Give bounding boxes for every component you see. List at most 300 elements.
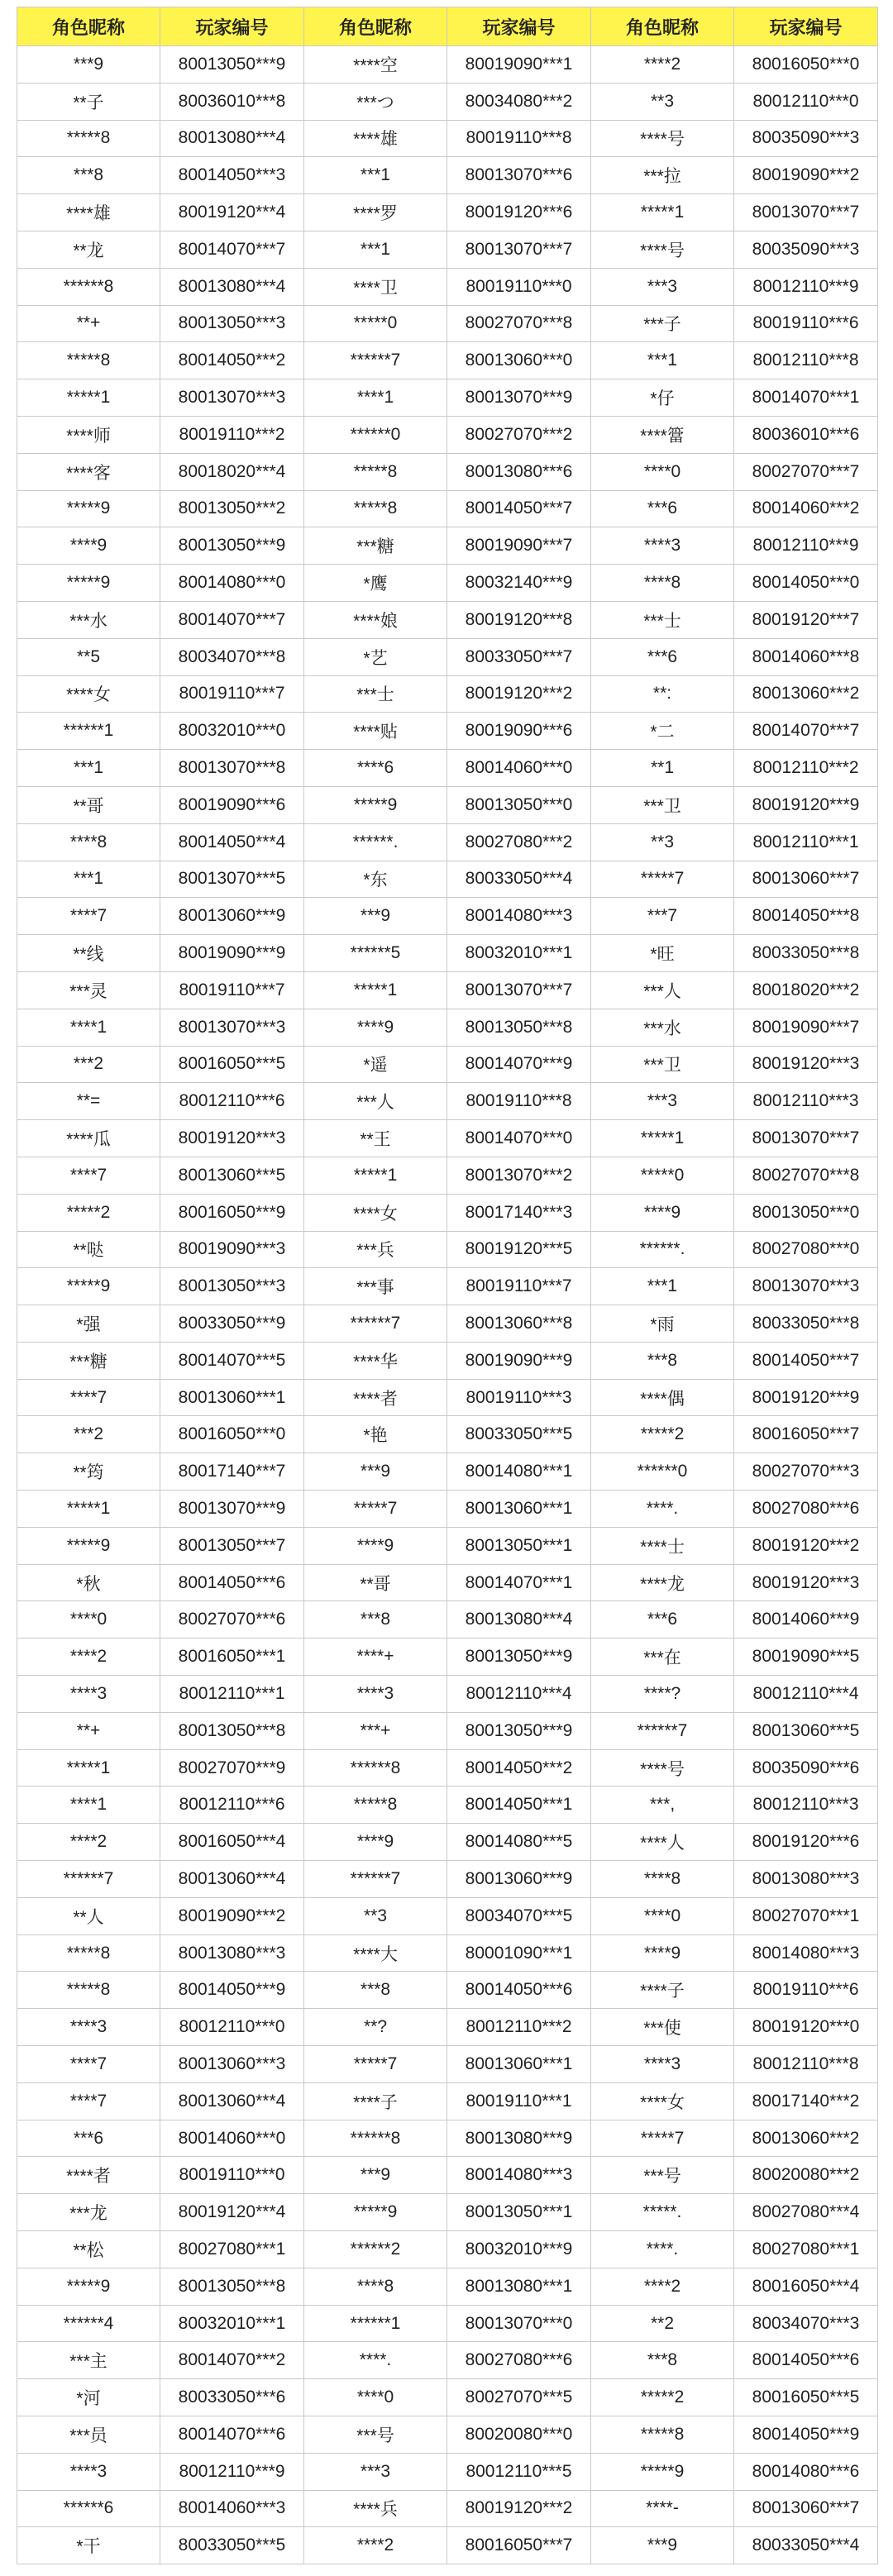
role-nickname-cell: *****9 xyxy=(17,490,160,527)
role-nickname-cell: ***, xyxy=(591,1787,734,1824)
role-nickname-cell: *****8 xyxy=(17,120,160,157)
role-nickname-cell: *****1 xyxy=(17,1491,160,1528)
player-id-cell: 80012110***0 xyxy=(734,83,878,120)
player-id-cell: 80032010***1 xyxy=(160,2305,304,2342)
role-nickname-cell: ****- xyxy=(591,2490,734,2527)
role-nickname-cell: ****者 xyxy=(304,1379,447,1416)
player-id-cell: 80012110***2 xyxy=(447,2009,591,2046)
player-id-cell: 80012110***4 xyxy=(734,1676,878,1713)
role-nickname-cell: **松 xyxy=(17,2231,160,2268)
role-nickname-cell: ****1 xyxy=(17,1009,160,1046)
table-row xyxy=(17,2305,878,2342)
table-row xyxy=(17,527,878,565)
player-id-cell: 80013070***8 xyxy=(160,750,304,787)
role-nickname-cell: *****8 xyxy=(17,1972,160,2009)
table-row xyxy=(17,786,878,823)
table-row xyxy=(17,1453,878,1491)
table-row xyxy=(17,2046,878,2083)
role-nickname-cell: ****9 xyxy=(304,1527,447,1564)
table-row xyxy=(17,379,878,417)
player-id-cell: 80019090***6 xyxy=(160,786,304,823)
role-nickname-cell: ****3 xyxy=(304,1676,447,1713)
player-table xyxy=(17,7,878,2564)
player-id-cell: 80014050***4 xyxy=(160,823,304,861)
role-nickname-cell: ****? xyxy=(591,1676,734,1713)
player-id-cell: 80019110***6 xyxy=(734,1972,878,2009)
player-id-cell: 80013070***3 xyxy=(734,1268,878,1305)
role-nickname-cell: ****贴 xyxy=(304,713,447,750)
player-id-cell: 80013070***0 xyxy=(447,2305,591,2342)
table-row xyxy=(17,2453,878,2490)
player-id-cell: 80019120***4 xyxy=(160,2194,304,2231)
table-row xyxy=(17,2157,878,2194)
role-nickname-cell: ****3 xyxy=(17,1676,160,1713)
role-nickname-cell: ******2 xyxy=(304,2231,447,2268)
player-id-cell: 80013050***9 xyxy=(447,1712,591,1749)
player-id-cell: 80012110***9 xyxy=(160,2453,304,2490)
role-nickname-cell: **哥 xyxy=(304,1564,447,1601)
player-id-cell: 80014080***3 xyxy=(734,1934,878,1972)
role-nickname-cell: *****1 xyxy=(304,1157,447,1194)
table-row xyxy=(17,268,878,305)
player-id-cell: 80013060***7 xyxy=(734,861,878,898)
player-id-cell: 80014060***9 xyxy=(734,1601,878,1639)
role-nickname-cell: *艳 xyxy=(304,1416,447,1453)
role-nickname-cell: ***6 xyxy=(591,638,734,675)
player-id-cell: 80019120***3 xyxy=(160,1120,304,1157)
role-nickname-cell: *****8 xyxy=(304,490,447,527)
player-id-cell: 80027080***1 xyxy=(160,2231,304,2268)
player-id-cell: 80016050***0 xyxy=(160,1416,304,1453)
player-id-cell: 80019110***8 xyxy=(447,1083,591,1120)
player-id-cell: 80013050***9 xyxy=(447,1639,591,1676)
player-id-cell: 80027080***2 xyxy=(447,823,591,861)
player-id-cell: 80012110***8 xyxy=(734,2046,878,2083)
table-row xyxy=(17,675,878,713)
role-nickname-cell: ****号 xyxy=(591,231,734,268)
table-row xyxy=(17,713,878,750)
role-nickname-cell: ****1 xyxy=(304,379,447,417)
table-row xyxy=(17,823,878,861)
role-nickname-cell: ****. xyxy=(304,2342,447,2379)
player-id-cell: 80027070***7 xyxy=(734,453,878,490)
player-id-cell: 80013060***7 xyxy=(734,2490,878,2527)
role-nickname-cell: ***龙 xyxy=(17,2194,160,2231)
role-nickname-cell: *****9 xyxy=(591,2453,734,2490)
role-nickname-cell: ***9 xyxy=(17,46,160,83)
player-id-cell: 80013080***3 xyxy=(160,1934,304,1972)
role-nickname-cell: ***9 xyxy=(304,1453,447,1491)
player-id-cell: 80013060***5 xyxy=(734,1712,878,1749)
player-id-cell: 80016050***7 xyxy=(734,1416,878,1453)
header-role-nickname: 角色昵称 xyxy=(591,7,734,46)
player-id-cell: 80033050***7 xyxy=(447,638,591,675)
player-id-cell: 80035090***3 xyxy=(734,120,878,157)
role-nickname-cell: ****人 xyxy=(591,1824,734,1861)
table-row xyxy=(17,1157,878,1194)
table-row xyxy=(17,750,878,787)
player-id-cell: 80013050***1 xyxy=(447,2194,591,2231)
player-id-cell: 80014050***9 xyxy=(734,2416,878,2454)
table-row xyxy=(17,83,878,120)
role-nickname-cell: *遥 xyxy=(304,1046,447,1083)
role-nickname-cell: *****9 xyxy=(17,2268,160,2305)
role-nickname-cell: ***1 xyxy=(17,750,160,787)
player-id-cell: 80027070***8 xyxy=(447,305,591,342)
role-nickname-cell: ***主 xyxy=(17,2342,160,2379)
role-nickname-cell: ***号 xyxy=(591,2157,734,2194)
role-nickname-cell: ***糖 xyxy=(304,527,447,565)
player-id-cell: 80034070***8 xyxy=(160,638,304,675)
role-nickname-cell: ****0 xyxy=(591,1897,734,1934)
table-row xyxy=(17,1972,878,2009)
player-id-cell: 80012110***8 xyxy=(734,342,878,379)
player-id-cell: 80032010***0 xyxy=(160,713,304,750)
role-nickname-cell: *****7 xyxy=(304,1491,447,1528)
player-table-wrapper xyxy=(17,7,876,2564)
table-row xyxy=(17,1194,878,1231)
role-nickname-cell: *旺 xyxy=(591,935,734,972)
player-id-cell: 80019090***7 xyxy=(447,527,591,565)
table-row xyxy=(17,1083,878,1120)
player-id-cell: 80017140***3 xyxy=(447,1194,591,1231)
role-nickname-cell: ****7 xyxy=(17,1157,160,1194)
role-nickname-cell: ***使 xyxy=(591,2009,734,2046)
player-id-cell: 80013070***7 xyxy=(447,231,591,268)
role-nickname-cell: **龙 xyxy=(17,231,160,268)
role-nickname-cell: ******. xyxy=(304,823,447,861)
role-nickname-cell: **+ xyxy=(17,1712,160,1749)
player-id-cell: 80027080***6 xyxy=(734,1491,878,1528)
role-nickname-cell: ****号 xyxy=(591,120,734,157)
player-id-cell: 80017140***2 xyxy=(734,2082,878,2120)
player-id-cell: 80027070***1 xyxy=(734,1897,878,1934)
role-nickname-cell: ***3 xyxy=(591,268,734,305)
player-id-cell: 80019110***7 xyxy=(447,1268,591,1305)
player-id-cell: 80013070***3 xyxy=(160,379,304,417)
role-nickname-cell: ****8 xyxy=(304,2268,447,2305)
role-nickname-cell: *****9 xyxy=(17,1268,160,1305)
table-row xyxy=(17,2379,878,2416)
role-nickname-cell: ****华 xyxy=(304,1342,447,1379)
player-id-cell: 80012110***0 xyxy=(160,2009,304,2046)
role-nickname-cell: ******8 xyxy=(304,1749,447,1787)
player-id-cell: 80013080***3 xyxy=(734,1861,878,1898)
player-id-cell: 80027080***0 xyxy=(734,1231,878,1268)
player-id-cell: 80027070***5 xyxy=(447,2379,591,2416)
role-nickname-cell: ****9 xyxy=(17,527,160,565)
table-row xyxy=(17,1416,878,1453)
player-id-cell: 80035090***3 xyxy=(734,231,878,268)
player-id-cell: 80020080***0 xyxy=(447,2416,591,2454)
player-id-cell: 80014080***3 xyxy=(447,898,591,935)
role-nickname-cell: ****空 xyxy=(304,46,447,83)
role-nickname-cell: **3 xyxy=(304,1897,447,1934)
player-id-cell: 80027080***1 xyxy=(734,2231,878,2268)
player-id-cell: 80034070***3 xyxy=(734,2305,878,2342)
role-nickname-cell: ****3 xyxy=(17,2009,160,2046)
player-id-cell: 80033050***9 xyxy=(160,1305,304,1343)
header-player-id: 玩家编号 xyxy=(734,7,878,46)
player-id-cell: 80019120***9 xyxy=(734,1379,878,1416)
role-nickname-cell: *****7 xyxy=(591,861,734,898)
role-nickname-cell: ******0 xyxy=(304,416,447,453)
role-nickname-cell: ****娘 xyxy=(304,601,447,638)
player-id-cell: 80019110***3 xyxy=(447,1379,591,1416)
player-id-cell: 80019090***9 xyxy=(160,935,304,972)
role-nickname-cell: ***6 xyxy=(591,1601,734,1639)
role-nickname-cell: *****. xyxy=(591,2194,734,2231)
player-id-cell: 80014070***0 xyxy=(447,1120,591,1157)
role-nickname-cell: ***事 xyxy=(304,1268,447,1305)
player-id-cell: 80013060***8 xyxy=(447,1305,591,1343)
role-nickname-cell: ***水 xyxy=(591,1009,734,1046)
table-row xyxy=(17,935,878,972)
player-id-cell: 80013070***9 xyxy=(160,1491,304,1528)
player-id-cell: 80013050***8 xyxy=(447,1009,591,1046)
player-id-cell: 80013070***7 xyxy=(734,1120,878,1157)
table-row xyxy=(17,1231,878,1268)
table-row xyxy=(17,1676,878,1713)
player-id-cell: 80014060***8 xyxy=(734,638,878,675)
role-nickname-cell: ****罗 xyxy=(304,194,447,231)
role-nickname-cell: ***8 xyxy=(304,1972,447,2009)
player-id-cell: 80012110***6 xyxy=(160,1083,304,1120)
role-nickname-cell: ***2 xyxy=(17,1046,160,1083)
role-nickname-cell: ****2 xyxy=(591,46,734,83)
player-id-cell: 80035090***6 xyxy=(734,1749,878,1787)
role-nickname-cell: ***1 xyxy=(591,1268,734,1305)
player-id-cell: 80019120***5 xyxy=(447,1231,591,1268)
player-id-cell: 80019090***6 xyxy=(447,713,591,750)
role-nickname-cell: ***拉 xyxy=(591,157,734,194)
table-row xyxy=(17,1712,878,1749)
role-nickname-cell: ****8 xyxy=(591,1861,734,1898)
player-id-cell: 80013060***4 xyxy=(160,2082,304,2120)
role-nickname-cell: *****7 xyxy=(304,2046,447,2083)
role-nickname-cell: *仔 xyxy=(591,379,734,417)
role-nickname-cell: ***士 xyxy=(304,675,447,713)
player-id-cell: 80012110***3 xyxy=(734,1787,878,1824)
role-nickname-cell: ****7 xyxy=(17,1379,160,1416)
header-player-id: 玩家编号 xyxy=(160,7,304,46)
role-nickname-cell: ******6 xyxy=(17,2490,160,2527)
player-id-cell: 80013070***5 xyxy=(160,861,304,898)
table-row xyxy=(17,2342,878,2379)
role-nickname-cell: ***卫 xyxy=(591,1046,734,1083)
table-row xyxy=(17,120,878,157)
role-nickname-cell: ***つ xyxy=(304,83,447,120)
role-nickname-cell: ******7 xyxy=(17,1861,160,1898)
role-nickname-cell: ****师 xyxy=(17,416,160,453)
player-id-cell: 80013080***6 xyxy=(447,453,591,490)
role-nickname-cell: *雨 xyxy=(591,1305,734,1343)
role-nickname-cell: ***8 xyxy=(591,1342,734,1379)
table-row xyxy=(17,1305,878,1343)
player-id-cell: 80014050***2 xyxy=(447,1749,591,1787)
role-nickname-cell: *****0 xyxy=(304,305,447,342)
table-row xyxy=(17,2009,878,2046)
player-id-cell: 80014070***7 xyxy=(160,231,304,268)
player-id-cell: 80014070***1 xyxy=(734,379,878,417)
player-id-cell: 80012110***2 xyxy=(734,750,878,787)
role-nickname-cell: *河 xyxy=(17,2379,160,2416)
table-row xyxy=(17,1046,878,1083)
table-row xyxy=(17,1120,878,1157)
role-nickname-cell: ***号 xyxy=(304,2416,447,2454)
role-nickname-cell: ****兵 xyxy=(304,2490,447,2527)
role-nickname-cell: ***6 xyxy=(17,2120,160,2157)
player-id-cell: 80016050***4 xyxy=(734,2268,878,2305)
player-id-cell: 80014070***1 xyxy=(447,1564,591,1601)
player-id-cell: 80032010***1 xyxy=(447,935,591,972)
role-nickname-cell: ***9 xyxy=(304,898,447,935)
player-id-cell: 80033050***4 xyxy=(447,861,591,898)
table-row xyxy=(17,1824,878,1861)
player-id-cell: 80013050***0 xyxy=(447,786,591,823)
role-nickname-cell: ****9 xyxy=(304,1009,447,1046)
role-nickname-cell: ***7 xyxy=(591,898,734,935)
player-id-cell: 80027070***3 xyxy=(734,1453,878,1491)
role-nickname-cell: *****7 xyxy=(591,2120,734,2157)
role-nickname-cell: ***1 xyxy=(17,861,160,898)
role-nickname-cell: ******8 xyxy=(304,2120,447,2157)
table-row xyxy=(17,157,878,194)
table-row xyxy=(17,1527,878,1564)
role-nickname-cell: *****8 xyxy=(17,1934,160,1972)
table-row xyxy=(17,1749,878,1787)
player-id-cell: 80019110***2 xyxy=(160,416,304,453)
role-nickname-cell: *东 xyxy=(304,861,447,898)
player-id-cell: 80014050***3 xyxy=(160,157,304,194)
role-nickname-cell: *二 xyxy=(591,713,734,750)
role-nickname-cell: ****雄 xyxy=(304,120,447,157)
role-nickname-cell: ******. xyxy=(591,1231,734,1268)
role-nickname-cell: ***员 xyxy=(17,2416,160,2454)
role-nickname-cell: ****8 xyxy=(591,565,734,602)
player-id-cell: 80019120***8 xyxy=(447,601,591,638)
role-nickname-cell: ****卫 xyxy=(304,268,447,305)
table-header-row xyxy=(17,7,878,46)
player-id-cell: 80013050***8 xyxy=(160,2268,304,2305)
player-id-cell: 80013050***8 xyxy=(160,1712,304,1749)
role-nickname-cell: ***人 xyxy=(304,1083,447,1120)
role-nickname-cell: ******5 xyxy=(304,935,447,972)
table-row xyxy=(17,453,878,490)
role-nickname-cell: ******0 xyxy=(591,1453,734,1491)
player-id-cell: 80012110***6 xyxy=(160,1787,304,1824)
player-id-cell: 80019090***7 xyxy=(734,1009,878,1046)
player-id-cell: 80014060***0 xyxy=(447,750,591,787)
header-player-id: 玩家编号 xyxy=(447,7,591,46)
player-id-cell: 80032010***9 xyxy=(447,2231,591,2268)
player-id-cell: 80019120***2 xyxy=(734,1527,878,1564)
table-row xyxy=(17,231,878,268)
role-nickname-cell: ***水 xyxy=(17,601,160,638)
player-id-cell: 80033050***5 xyxy=(447,1416,591,1453)
role-nickname-cell: ****9 xyxy=(591,1194,734,1231)
role-nickname-cell: **5 xyxy=(17,638,160,675)
role-nickname-cell: ******7 xyxy=(304,1305,447,1343)
player-id-cell: 80027080***6 xyxy=(447,2342,591,2379)
table-row xyxy=(17,1268,878,1305)
role-nickname-cell: *****0 xyxy=(591,1157,734,1194)
player-id-cell: 80012110***1 xyxy=(160,1676,304,1713)
role-nickname-cell: ****簹 xyxy=(591,416,734,453)
player-id-cell: 80013050***3 xyxy=(160,305,304,342)
role-nickname-cell: ******1 xyxy=(304,2305,447,2342)
player-id-cell: 80013050***0 xyxy=(734,1194,878,1231)
role-nickname-cell: **人 xyxy=(17,1897,160,1934)
table-row xyxy=(17,1861,878,1898)
player-id-cell: 80019120***7 xyxy=(734,601,878,638)
role-nickname-cell: **王 xyxy=(304,1120,447,1157)
player-id-cell: 80014050***2 xyxy=(160,342,304,379)
table-row xyxy=(17,490,878,527)
table-row xyxy=(17,1379,878,1416)
role-nickname-cell: **子 xyxy=(17,83,160,120)
role-nickname-cell: ******7 xyxy=(591,1712,734,1749)
player-id-cell: 80014060***0 xyxy=(160,2120,304,2157)
role-nickname-cell: ****大 xyxy=(304,1934,447,1972)
table-body xyxy=(17,46,878,2564)
role-nickname-cell: **2 xyxy=(591,2305,734,2342)
player-id-cell: 80013050***9 xyxy=(160,527,304,565)
table-row xyxy=(17,46,878,83)
player-id-cell: 80027070***2 xyxy=(447,416,591,453)
player-id-cell: 80014050***7 xyxy=(447,490,591,527)
role-nickname-cell: ******1 xyxy=(17,713,160,750)
player-id-cell: 80014050***6 xyxy=(160,1564,304,1601)
table-row xyxy=(17,1934,878,1972)
player-id-cell: 80033050***8 xyxy=(734,935,878,972)
table-row xyxy=(17,565,878,602)
player-id-cell: 80013060***9 xyxy=(160,898,304,935)
player-id-cell: 80014070***7 xyxy=(160,601,304,638)
player-id-cell: 80013080***4 xyxy=(160,268,304,305)
role-nickname-cell: ****龙 xyxy=(591,1564,734,1601)
table-row xyxy=(17,2268,878,2305)
role-nickname-cell: ****. xyxy=(591,2231,734,2268)
player-id-cell: 80014080***0 xyxy=(160,565,304,602)
table-row xyxy=(17,861,878,898)
role-nickname-cell: ***2 xyxy=(17,1416,160,1453)
table-row xyxy=(17,416,878,453)
player-id-cell: 80014050***1 xyxy=(447,1787,591,1824)
role-nickname-cell: ****1 xyxy=(17,1787,160,1824)
player-id-cell: 80013080***1 xyxy=(447,2268,591,2305)
player-id-cell: 80013060***4 xyxy=(160,1861,304,1898)
player-id-cell: 80017140***7 xyxy=(160,1453,304,1491)
table-row xyxy=(17,1639,878,1676)
role-nickname-cell: ***灵 xyxy=(17,971,160,1009)
player-id-cell: 80014060***2 xyxy=(734,490,878,527)
player-id-cell: 80019120***2 xyxy=(447,675,591,713)
player-id-cell: 80019090***2 xyxy=(160,1897,304,1934)
player-id-cell: 80012110***9 xyxy=(734,527,878,565)
role-nickname-cell: ***在 xyxy=(591,1639,734,1676)
table-row xyxy=(17,1009,878,1046)
role-nickname-cell: ****. xyxy=(591,1491,734,1528)
player-id-cell: 80016050***4 xyxy=(160,1824,304,1861)
role-nickname-cell: ****2 xyxy=(591,2268,734,2305)
player-id-cell: 80032140***9 xyxy=(447,565,591,602)
player-id-cell: 80013050***1 xyxy=(447,1527,591,1564)
role-nickname-cell: ****3 xyxy=(17,2453,160,2490)
role-nickname-cell: ***人 xyxy=(591,971,734,1009)
table-row xyxy=(17,2527,878,2564)
role-nickname-cell: ****+ xyxy=(304,1639,447,1676)
